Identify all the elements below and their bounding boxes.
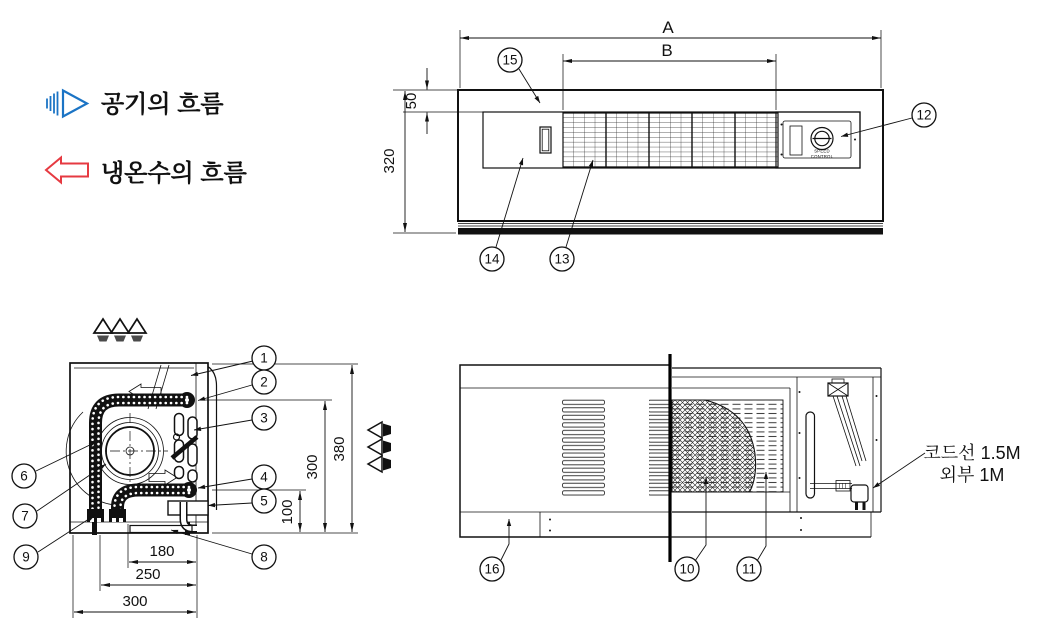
- svg-text:4: 4: [260, 469, 268, 485]
- svg-text:320: 320: [381, 148, 398, 174]
- svg-text:100: 100: [279, 499, 296, 525]
- svg-text:6: 6: [20, 468, 28, 484]
- water-flow-arrow-icon: [46, 158, 88, 183]
- svg-text:14: 14: [484, 251, 500, 267]
- svg-text:2: 2: [260, 374, 268, 390]
- svg-text:13: 13: [554, 251, 570, 267]
- air-flow-label: 공기의 흐름: [101, 91, 224, 118]
- speed-control-panel: [776, 112, 860, 168]
- callout-14: [480, 158, 523, 271]
- pipe-compartment: [799, 379, 878, 531]
- svg-text:12: 12: [916, 107, 932, 123]
- insulated-pipe: [806, 412, 815, 498]
- cord-note: [873, 443, 1021, 488]
- speed-control-knob: [811, 128, 833, 150]
- svg-text:10: 10: [679, 561, 695, 577]
- svg-text:A: A: [662, 18, 674, 37]
- svg-text:380: 380: [331, 436, 348, 462]
- svg-text:B: B: [661, 41, 673, 60]
- water-flow-label: 냉온수의 흐름: [101, 160, 247, 187]
- svg-text:코드선 1.5M: 코드선 1.5M: [923, 443, 1021, 463]
- svg-text:외부 1M: 외부 1M: [939, 465, 1005, 485]
- callout-8: [171, 530, 276, 569]
- legend: [46, 90, 248, 187]
- front-view: [460, 354, 1021, 581]
- callout-13: [550, 160, 593, 271]
- callout-15: [498, 48, 540, 103]
- svg-text:300: 300: [122, 593, 148, 610]
- svg-text:7: 7: [21, 508, 29, 524]
- callout-10: [675, 477, 706, 581]
- svg-text:5: 5: [260, 493, 268, 509]
- section-view: [12, 319, 391, 618]
- svg-text:9: 9: [22, 549, 30, 565]
- dim-B: [563, 41, 776, 110]
- dim-50: [393, 68, 486, 134]
- power-plug-icon: [851, 485, 868, 510]
- svg-text:1: 1: [260, 350, 268, 366]
- air-flow-arrow-icon: [47, 91, 87, 117]
- speed-control-label-2: CONTROL: [810, 154, 834, 159]
- speed-control-label: SPEED: [814, 148, 830, 154]
- callout-4: [198, 465, 276, 489]
- top-view: [381, 18, 936, 271]
- callout-2: [198, 370, 276, 401]
- svg-text:180: 180: [149, 543, 175, 560]
- top-view-base-band: [458, 228, 883, 235]
- svg-text:300: 300: [304, 454, 321, 480]
- panel-slot: [540, 127, 551, 153]
- svg-text:11: 11: [741, 561, 757, 577]
- svg-text:15: 15: [502, 52, 518, 68]
- air-out-triangles: [94, 319, 146, 342]
- svg-text:250: 250: [135, 566, 161, 583]
- side-air-out-triangles: [368, 422, 391, 472]
- discharge-grille: [563, 113, 778, 167]
- dim-250: [100, 535, 196, 591]
- callout-5: [208, 489, 276, 513]
- svg-text:8: 8: [260, 549, 268, 565]
- svg-text:16: 16: [484, 561, 500, 577]
- svg-text:50: 50: [403, 92, 420, 110]
- callout-12: [841, 103, 936, 137]
- svg-text:3: 3: [260, 410, 268, 426]
